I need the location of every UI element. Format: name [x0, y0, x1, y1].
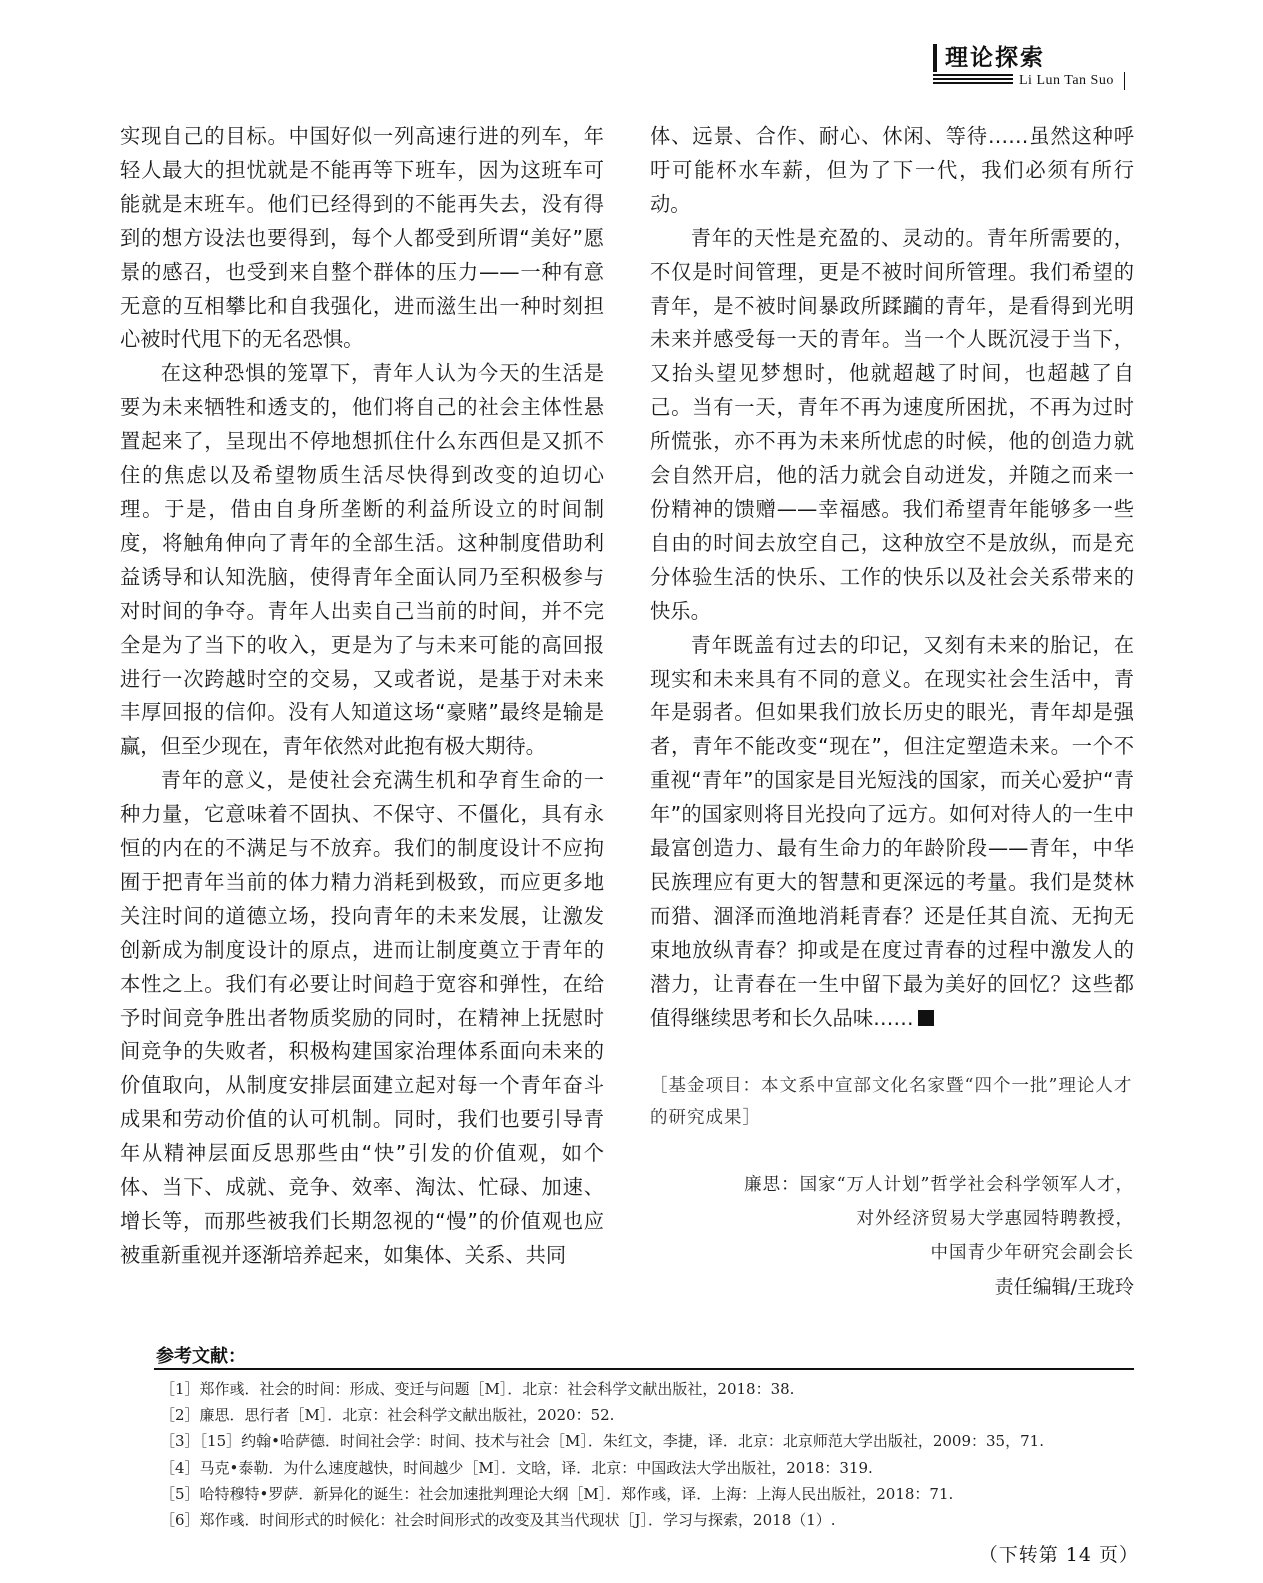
section-title: 理论探索: [933, 44, 1045, 72]
left-column: [120, 120, 604, 1273]
paragraph: 青年的意义，是使社会充满生机和孕育生命的一种力量，它意味着不固执、不保守、不僵化，具有永恒的内在的不满足与不放弃。我们的制度设计不应拘囿于把青年当前的体力精力消耗到极致，而应更多地关注时间的道德立场，投向青年的未来发展，让激发创新成为制度设计的原点，进而让制度奠立于青年的本性之上。我们有必要让时间趋于宽容和弹性，在给予时间竞争胜出者物质奖励的同时，在精神上抚慰时间竞争的失败者，积极构建国家治理体系面向未来的价值取向，从制度安排层面建立起对每一个青年奋斗成果和劳动价值的认可机制。同时，我们也要引导青年从精神层面反思那些由“快”引发的价值观，如个体、当下、成就、竞争、效率、淘汰、忙碌、加速、增长等，而那些被我们长期忽视的“慢”的价值观也应被重新重视并逐渐培养起来，如集体、关系、共同: [120, 768, 604, 1267]
reference-item: ［1］郑作彧．社会的时间：形成、变迁与问题［M］．北京：社会科学文献出版社，2018：38.: [160, 1380, 795, 1398]
right-column: [650, 120, 1134, 1035]
reference-item: ［6］郑作彧．时间形式的时候化：社会时间形式的改变及其当代现状［J］．学习与探索，2018（1）.: [160, 1511, 836, 1530]
editor-line: 责任编辑/王珑玲: [994, 1276, 1134, 1298]
fund-note: ［基金项目：本文系中宣部文化名家暨“四个一批”理论人才的研究成果］: [650, 1076, 1133, 1128]
reference-item: ［4］马克•泰勒．为什么速度越快，时间越少［M］．文晗，译．北京：中国政法大学出版社，2018：319.: [160, 1458, 873, 1477]
paragraph: 体、远景、合作、耐心、休闲、等待……虽然这种呼吁可能杯水车薪，但为了下一代，我们必须有所行动。: [650, 124, 1134, 216]
paragraph-text: 青年既盖有过去的印记，又刻有未来的胎记，在现实和未来具有不同的意义。在现实社会生活中，青年是弱者。但如果我们放长历史的眼光，青年却是强者，青年不能改变“现在”，但注定塑造未来。一个不重视“青年”的国家是目光短浅的国家，而关心爱护“青年”的国家则将目光投向了远方。如何对待人的一生中最富创造力、最有生命力的年龄阶段——青年，中华民族理应有更大的智慧和更深远的考量。我们是焚林而猎、涸泽而渔地消耗青春？还是任其自流、无拘无束地放纵青春？抑或是在度过青春的过程中激发人的潜力，让青春在一生中留下最为美好的回忆？这些都值得继续思考和长久品味……: [650, 632, 1134, 1030]
references-title: 参考文献：: [156, 1346, 246, 1367]
section-header: [933, 44, 1173, 92]
continued-note: （下转第 14 页）: [978, 1544, 1139, 1566]
reference-item: ［3］［15］约翰•哈萨德．时间社会学：时间、技术与社会［M］．朱红文，李捷，译．北京：北京师范大学出版社，2009：35，71.: [160, 1432, 1044, 1451]
paragraph: 在这种恐惧的笼罩下，青年人认为今天的生活是要为未来牺牲和透支的，他们将自己的社会主体性悬置起来了，呈现出不停地想抓住什么东西但是又抓不住的焦虑以及希望物质生活尽快得到改变的迫切心理。于是，借由自身所垄断的利益所设立的时间制度，将触角伸向了青年的全部生活。这种制度借助利益诱导和认知洗脑，使得青年全面认同乃至积极参与对时间的争夺。青年人出卖自己当前的时间，并不完全是为了当下的收入，更是为了与未来可能的高回报进行一次跨越时空的交易，又或者说，是基于对未来丰厚回报的信仰。没有人知道这场“豪赌”最终是输是赢，但至少现在，青年依然对此抱有极大期待。: [120, 361, 604, 759]
reference-item: ［2］廉思．思行者［M］．北京：社会科学文献出版社，2020：52.: [160, 1406, 615, 1425]
end-mark-icon: [918, 1010, 934, 1026]
header-rules: [933, 74, 1013, 86]
reference-item: ［5］哈特穆特•罗萨．新异化的诞生：社会加速批判理论大纲［M］．郑作彧，译．上海：上海人民出版社，2018：71.: [160, 1484, 954, 1503]
author-line: 廉思：国家“万人计划”哲学社会科学领军人才，: [744, 1175, 1134, 1195]
author-info: [650, 1168, 1134, 1304]
section-title-pinyin: Li Lun Tan Suo: [1019, 72, 1125, 90]
references-list: [160, 1376, 1150, 1533]
author-line: 中国青少年研究会副会长: [930, 1243, 1134, 1263]
paragraph: 实现自己的目标。中国好似一列高速行进的列车，年轻人最大的担忧就是不能再等下班车，因为这班车可能就是末班车。他们已经得到的不能再失去，没有得到的想方设法也要得到，每个人都受到所谓“美好”愿景的感召，也受到来自整个群体的压力——一种有意无意的互相攀比和自我强化，进而滋生出一种时刻担心被时代甩下的无名恐惧。: [120, 124, 604, 352]
paragraph-final: [650, 629, 1134, 1036]
paragraph: 青年的天性是充盈的、灵动的。青年所需要的，不仅是时间管理，更是不被时间所管理。我们希望的青年，是不被时间暴政所蹂躏的青年，是看得到光明未来并感受每一天的青年。当一个人既沉浸于当下，又抬头望见梦想时，他就超越了时间，也超越了自己。当有一天，青年不再为速度所困扰，不再为过时所慌张，亦不再为未来所忧虑的时候，他的创造力就会自然开启，他的活力就会自动迸发，并随之而来一份精神的馈赠——幸福感。我们希望青年能够多一些自由的时间去放空自己，这种放空不是放纵，而是充分体验生活的快乐、工作的快乐以及社会关系带来的快乐。: [650, 225, 1134, 623]
references-divider: [154, 1368, 1134, 1370]
author-line: 对外经济贸易大学惠园特聘教授，: [856, 1209, 1134, 1229]
